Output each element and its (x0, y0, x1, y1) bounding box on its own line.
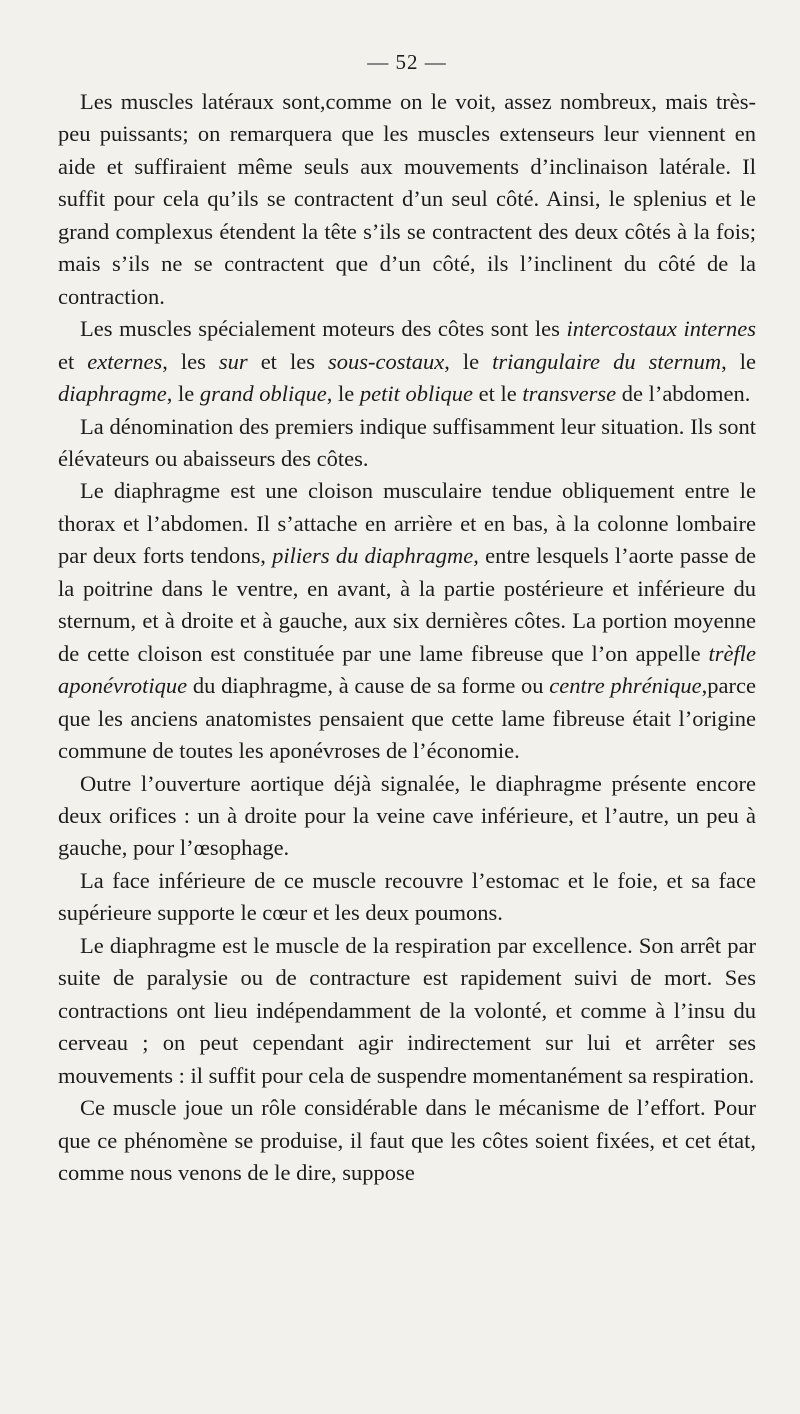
text-run: et le (472, 381, 523, 407)
paragraph (58, 930, 756, 1092)
italic-term: sous-costaux (327, 348, 445, 374)
italic-term: transverse (522, 381, 617, 407)
text-run: , le (444, 348, 493, 374)
text-run: du diaphragme, à cause de sa forme ou (187, 673, 550, 699)
text-run: , le (326, 381, 360, 407)
italic-term: piliers du diaphragme (272, 543, 474, 569)
italic-term: triangulaire du sternum (492, 348, 722, 374)
text-run: Outre l’ouverture aortique déjà signalée, le diaphragme présente encore deux orifices : un à droite pour la veine cave inférieure, et l’autre, un peu à gauche, pour l’œsophage. (58, 770, 756, 861)
text-run: Les muscles latéraux sont,comme on le voit, assez nombreux, mais très-peu puissants; on remarquera que les muscles extenseurs leur viennent en aide et suffiraient même seuls aux mouvements d’inclinaison latérale. Il suffit pour cela qu’ils se contractent d’un seul côté. Ainsi, le splenius et le grand complexus étendent la tête s’ils se contractent des deux côtés à la fois; mais s’ils ne se contractent que d’un côté, ils l’inclinent du côté de la contraction. (58, 89, 756, 309)
text-run: , entre lesquels l’aorte passe de la poitrine dans le ventre, en avant, à la partie postérieure et inférieure du sternum, et à droite et à gauche, aux six dernières côtes. La portion moyenne de cette cloison est constituée par une lame fibreuse que l’on appelle (58, 543, 757, 666)
text-run: ,parce que les anciens anatomistes pensaient que cette lame fibreuse était l’origine commune de toutes les aponévroses de l’économie. (58, 673, 756, 764)
paragraph (58, 313, 756, 410)
book-page (58, 50, 756, 1189)
italic-term: intercostaux internes (566, 316, 756, 342)
text-run: Le diaphragme est une cloison musculaire tendue obliquement entre le thorax et l’abdomen. Il s’attache en arrière et en bas, à la colonne lombaire par deux forts tendons, (58, 478, 756, 569)
text-run: , le (721, 348, 756, 374)
italic-term: trèfle aponévrotique (58, 640, 756, 699)
text-run: et les (247, 348, 328, 374)
italic-term: petit oblique (359, 381, 473, 407)
text-run: et (58, 348, 88, 374)
text-run: Ce muscle joue un rôle considérable dans le mécanisme de l’effort. Pour que ce phénomène se produise, il faut que les côtes soient fixées, et cet état, comme nous venons de le dire, suppose (58, 1095, 756, 1185)
italic-term: grand oblique (199, 381, 327, 407)
paragraph (58, 411, 756, 476)
page-number: — 52 — (367, 50, 447, 74)
text-run: , le (166, 381, 200, 407)
italic-term: centre phrénique (549, 673, 702, 699)
text-run: de l’abdomen. (616, 381, 751, 407)
text-body (58, 86, 756, 1189)
text-run: , les (162, 348, 219, 374)
text-run: La dénomination des premiers indique suffisamment leur situation. Ils sont élévateurs ou abaisseurs des côtes. (58, 413, 756, 471)
text-run: Les muscles spécialement moteurs des côtes sont les (80, 316, 567, 342)
paragraph (58, 1092, 756, 1189)
paragraph (58, 865, 756, 930)
italic-term: externes (87, 348, 163, 374)
paragraph (58, 475, 756, 767)
italic-term: diaphragme (58, 381, 167, 407)
text-run: Le diaphragme est le muscle de la respiration par excellence. Son arrêt par suite de paralysie ou de contracture est rapidement suivi de mort. Ses contractions ont lieu indépendamment de la volonté, et comme à l’insu du cerveau ; on peut cependant agir indirectement sur lui et arrêter ses mouvements : il suffit pour cela de suspendre momentanément sa respiration. (58, 932, 756, 1088)
italic-term: sur (218, 348, 248, 374)
text-run: La face inférieure de ce muscle recouvre l’estomac et le foie, et sa face supérieure supporte le cœur et les deux poumons. (58, 867, 756, 926)
paragraph (58, 86, 756, 313)
paragraph (58, 768, 756, 865)
